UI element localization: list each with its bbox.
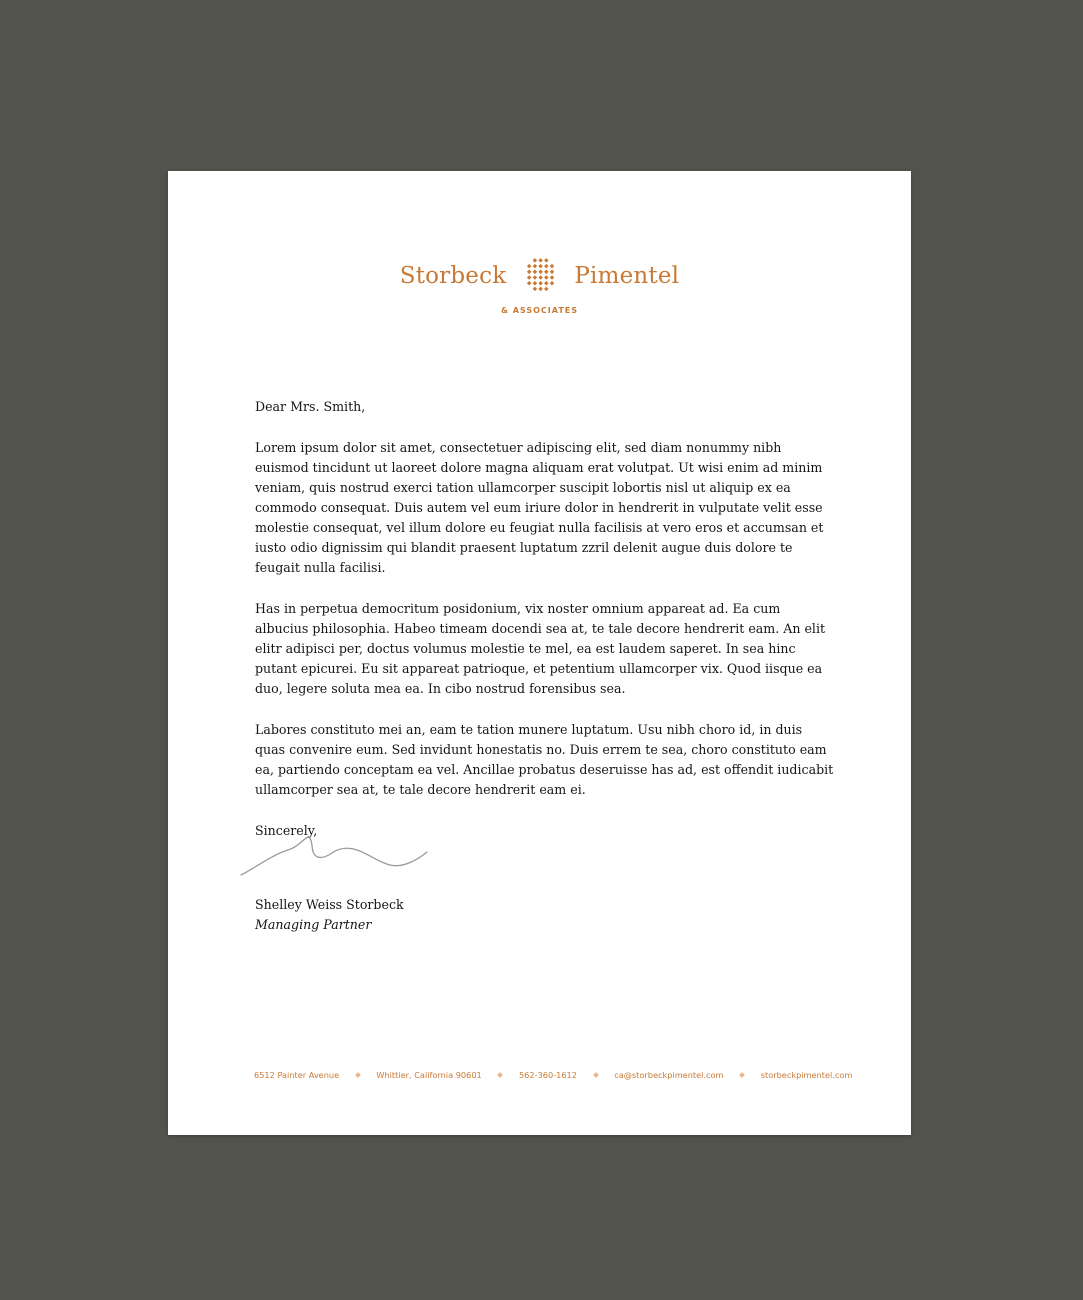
diamond-separator-icon: [593, 1072, 599, 1078]
handwritten-signature-icon: [240, 835, 428, 879]
salutation: Dear Mrs. Smith,: [255, 399, 366, 414]
footer-address: 6512 Painter Avenue: [254, 1069, 340, 1080]
footer-website: storbeckpimentel.com: [760, 1069, 853, 1080]
closing: Sincerely,: [255, 823, 318, 838]
letter-paragraph: Has in perpetua democritum posidonium, vix noster omnium appareat ad. Ea cum albucius philosophia. Habeo timeam docendi sea at, te tale decore hendrerit eam. An elit elitr adipisci per, doctus volumus molestie te mel, ea est laudem saperet. In sea hinc putant epicurei. Eu sit appareat patrioque, et petentium ullamcorper vix. Quod iisque ea duo, legere soluta mea ea. In cibo nostrud forensibus sea.: [255, 601, 826, 696]
contact-footer: [254, 1068, 853, 1081]
diamond-separator-icon: [498, 1072, 504, 1078]
logo-wordmark: [168, 257, 911, 294]
footer-email: ca@storbeckpimentel.com: [614, 1069, 724, 1080]
footer-city: Whittier, California 90601: [376, 1069, 482, 1080]
logo-subtitle: & ASSOCIATES: [500, 306, 579, 315]
diamond-grid-mark-icon: [524, 258, 557, 294]
letter-paragraph: Labores constituto mei an, eam te tation munere luptatum. Usu nibh choro id, in duis quas convenire eum. Sed invidunt honestatis no. Duis errem te sea, choro constituto eam ea, partiendo conceptam ea vel. Ancillae probatus deseruisse has ad, est offendit iudicabit ullamcorper sea at, te tale decore hendrerit eam ei.: [255, 722, 834, 797]
letter-body: [255, 397, 835, 862]
letter-paragraph: Lorem ipsum dolor sit amet, consectetuer adipiscing elit, sed diam nonummy nibh euismod tincidunt ut laoreet dolore magna aliquam erat volutpat. Ut wisi enim ad minim veniam, quis nostrud exerci tation ullamcorper suscipit lobortis nisl ut aliquip ex ea commodo consequat. Duis autem vel eum iriure dolor in hendrerit in vulputate velit esse molestie consequat, vel illum dolore eu feugiat nulla facilisis at vero eros et accumsan et iusto odio dignissim qui blandit praesent luptatum zzril delenit augue duis dolore te feugait nulla facilisi.: [255, 440, 824, 575]
logo-name-pimentel: Pimentel: [574, 263, 680, 289]
diamond-separator-icon: [355, 1072, 361, 1078]
signer-title: Managing Partner: [255, 917, 372, 932]
footer-phone: 562-360-1612: [518, 1069, 577, 1080]
diamond-separator-icon: [739, 1072, 745, 1078]
company-logo: [168, 171, 911, 331]
letterhead-page: [168, 171, 911, 1135]
signature-block: [255, 895, 404, 935]
logo-name-storbeck: Storbeck: [399, 263, 507, 289]
signer-name: Shelley Weiss Storbeck: [255, 897, 404, 912]
